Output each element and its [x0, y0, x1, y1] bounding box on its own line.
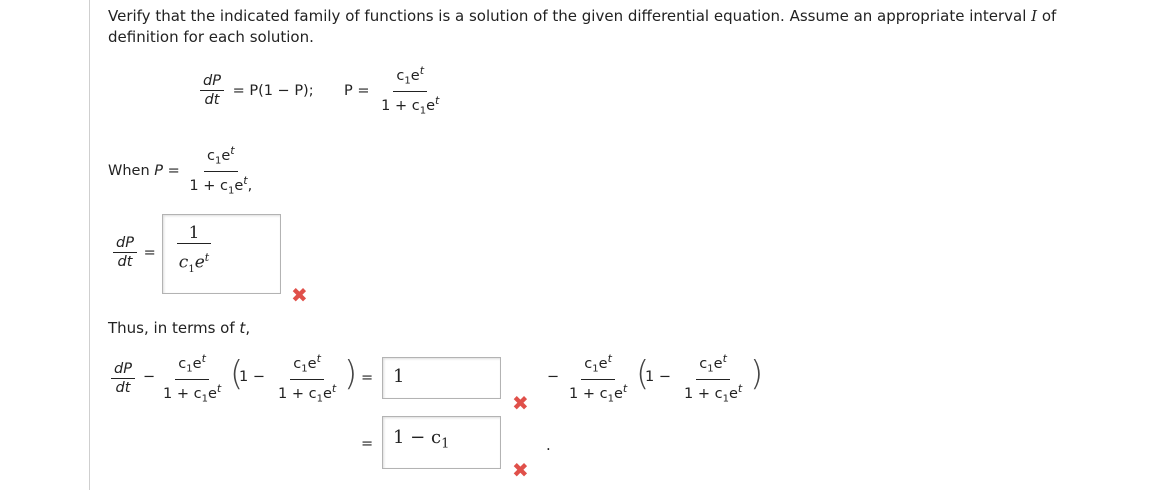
period: .: [546, 436, 551, 454]
left-paren: (: [230, 354, 244, 394]
answer-fraction: 1 $c_1e^t$: [178, 223, 210, 276]
incorrect-x-mark-icon: ✖: [291, 283, 308, 307]
right-paren: ): [344, 354, 358, 394]
answer-box-dpdt[interactable]: [162, 214, 281, 294]
one-minus: 1 −: [239, 369, 265, 385]
differential-equation: $\frac{dP}{dt}$ = P(1 − P);: [200, 72, 314, 109]
frac-left-1: $\frac{c_1e^t}{1 + c_1e^t}$: [163, 352, 222, 405]
thus-text: Thus, in terms of t,: [108, 319, 251, 337]
question-prompt: Verify that the indicated family of functions is a solution of the given differential equation. Assume an appropriate interval I of definition for each solution.: [108, 7, 1057, 46]
answer-box-1[interactable]: 1: [382, 357, 501, 399]
incorrect-x-mark-icon: ✖: [512, 391, 529, 415]
dpdt-label: $\frac{dP}{dt}$ =: [113, 234, 156, 271]
left-paren-right: (: [636, 354, 650, 394]
right-paren-right: ): [750, 354, 764, 394]
solution-family: P = $\frac{c_1e^t}{1 + c_1e^t}$: [344, 64, 440, 117]
frac-right-2: $\frac{c_1e^t}{1 + c_1e^t}$: [684, 352, 743, 405]
equals-sign-2: =: [361, 436, 374, 452]
frac-left-2: $\frac{c_1e^t}{1 + c_1e^t}$: [278, 352, 337, 405]
minus-sign: −: [143, 369, 156, 385]
frac-right-1: $\frac{c_1e^t}{1 + c_1e^t}$: [569, 352, 628, 405]
left-border: [89, 0, 90, 490]
answer-box-2[interactable]: $1 - c_1$: [382, 416, 501, 469]
dpdt-label-2: $\frac{dP}{dt}$: [111, 360, 135, 397]
equals-sign: =: [361, 370, 374, 386]
minus-sign-right: −: [547, 369, 560, 385]
one-minus-right: 1 −: [645, 369, 671, 385]
when-p-line: When P = $\frac{c_1e^t}{1 + c_1e^t,}$: [108, 144, 253, 197]
incorrect-x-mark-icon: ✖: [512, 458, 529, 482]
